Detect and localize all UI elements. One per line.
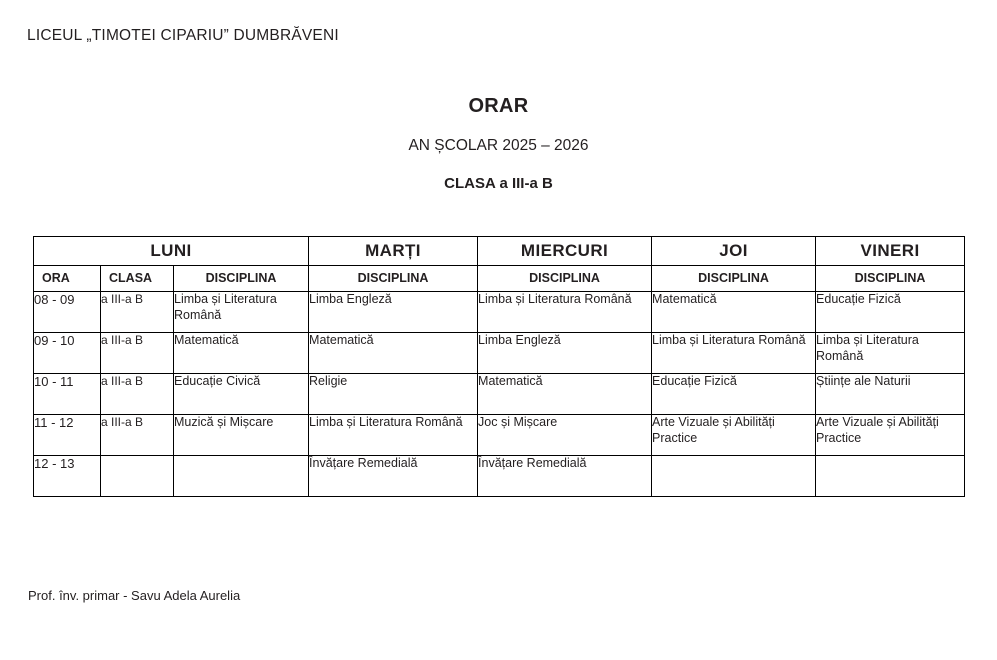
school-name: LICEUL „TIMOTEI CIPARIU” DUMBRĂVENI bbox=[27, 27, 339, 44]
cell-luni: Muzică și Mișcare bbox=[174, 415, 309, 456]
column-header-ora: ORA bbox=[34, 266, 101, 292]
cell-clasa: a III-a B bbox=[101, 374, 174, 415]
cell-miercuri: Limba Engleză bbox=[478, 333, 652, 374]
cell-ora: 08 - 09 bbox=[34, 292, 101, 333]
column-header-disciplina-vineri: DISCIPLINA bbox=[816, 266, 965, 292]
table-row bbox=[34, 456, 965, 497]
day-header-luni: LUNI bbox=[34, 237, 309, 266]
cell-joi: Arte Vizuale și Abilități Practice bbox=[652, 415, 816, 456]
page-title: ORAR bbox=[468, 95, 529, 117]
cell-joi: Limba și Literatura Română bbox=[652, 333, 816, 374]
cell-marti: Religie bbox=[309, 374, 478, 415]
cell-miercuri: Învățare Remedială bbox=[478, 456, 652, 497]
cell-joi: Matematică bbox=[652, 292, 816, 333]
cell-clasa bbox=[101, 456, 174, 497]
day-header-vineri: VINERI bbox=[816, 237, 965, 266]
cell-clasa: a III-a B bbox=[101, 415, 174, 456]
table-row bbox=[34, 333, 965, 374]
cell-miercuri: Joc și Mișcare bbox=[478, 415, 652, 456]
cell-vineri: Educație Fizică bbox=[816, 292, 965, 333]
cell-ora: 09 - 10 bbox=[34, 333, 101, 374]
table-row bbox=[34, 415, 965, 456]
column-header-clasa: CLASA bbox=[101, 266, 174, 292]
cell-miercuri: Matematică bbox=[478, 374, 652, 415]
table-header bbox=[34, 237, 965, 292]
teacher-signature: Prof. înv. primar - Savu Adela Aurelia bbox=[28, 588, 241, 603]
cell-vineri: Arte Vizuale și Abilități Practice bbox=[816, 415, 965, 456]
column-header-disciplina-miercuri: DISCIPLINA bbox=[478, 266, 652, 292]
cell-joi bbox=[652, 456, 816, 497]
day-header-joi: JOI bbox=[652, 237, 816, 266]
cell-luni: Matematică bbox=[174, 333, 309, 374]
cell-marti: Învățare Remedială bbox=[309, 456, 478, 497]
cell-clasa: a III-a B bbox=[101, 333, 174, 374]
cell-marti: Limba Engleză bbox=[309, 292, 478, 333]
sub-header-row bbox=[34, 266, 965, 292]
cell-vineri bbox=[816, 456, 965, 497]
cell-joi: Educație Fizică bbox=[652, 374, 816, 415]
table-row bbox=[34, 292, 965, 333]
day-header-miercuri: MIERCURI bbox=[478, 237, 652, 266]
cell-ora: 10 - 11 bbox=[34, 374, 101, 415]
day-header-marti: MARȚI bbox=[309, 237, 478, 266]
column-header-disciplina-marti: DISCIPLINA bbox=[309, 266, 478, 292]
cell-marti: Matematică bbox=[309, 333, 478, 374]
cell-vineri: Limba și Literatura Română bbox=[816, 333, 965, 374]
column-header-disciplina-luni: DISCIPLINA bbox=[174, 266, 309, 292]
cell-ora: 11 - 12 bbox=[34, 415, 101, 456]
column-header-disciplina-joi: DISCIPLINA bbox=[652, 266, 816, 292]
cell-luni bbox=[174, 456, 309, 497]
school-year-label: AN ȘCOLAR 2025 – 2026 bbox=[408, 137, 589, 154]
class-name-label: CLASA a III-a B bbox=[444, 174, 553, 192]
cell-luni: Limba și Literatura Română bbox=[174, 292, 309, 333]
day-header-row bbox=[34, 237, 965, 266]
timetable bbox=[33, 236, 965, 497]
title-block bbox=[0, 96, 997, 191]
table-row bbox=[34, 374, 965, 415]
cell-miercuri: Limba și Literatura Română bbox=[478, 292, 652, 333]
cell-luni: Educație Civică bbox=[174, 374, 309, 415]
table-body bbox=[34, 292, 965, 497]
cell-ora: 12 - 13 bbox=[34, 456, 101, 497]
cell-marti: Limba și Literatura Română bbox=[309, 415, 478, 456]
cell-vineri: Științe ale Naturii bbox=[816, 374, 965, 415]
cell-clasa: a III-a B bbox=[101, 292, 174, 333]
